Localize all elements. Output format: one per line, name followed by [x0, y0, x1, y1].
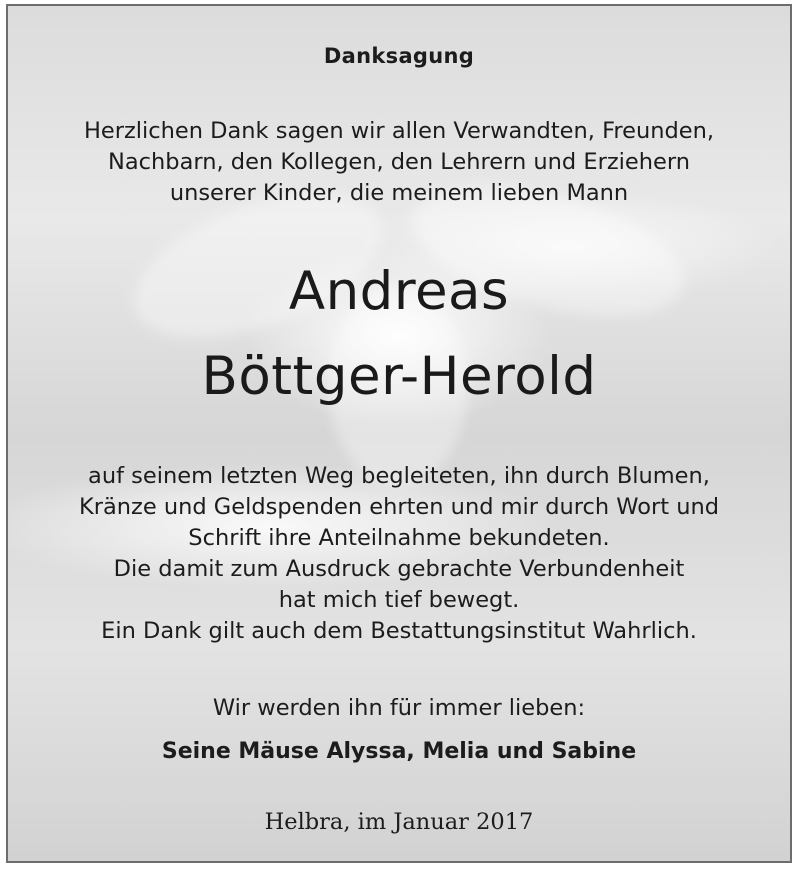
intro-line: Nachbarn, den Kollegen, den Lehrern und Erziehern — [108, 149, 690, 175]
notice-title: Danksagung — [323, 44, 475, 68]
body-line: Ein Dank gilt auch dem Bestattungsinstitut Wahrlich. — [101, 618, 697, 644]
body-paragraph — [8, 461, 790, 647]
body-line: hat mich tief bewegt. — [278, 587, 520, 613]
body-line: Kränze und Geldspenden ehrten und mir durch Wort und — [78, 494, 720, 520]
intro-paragraph — [8, 116, 790, 209]
deceased-last-name: Böttger-Herold — [201, 346, 597, 407]
place-date: Helbra, im Januar 2017 — [264, 809, 534, 835]
condolence-notice — [6, 4, 792, 863]
signers: Seine Mäuse Alyssa, Melia und Sabine — [161, 739, 637, 764]
intro-line: unserer Kinder, die meinem lieben Mann — [169, 180, 629, 206]
body-line: Die damit zum Ausdruck gebrachte Verbundenheit — [113, 556, 685, 582]
deceased-first-name: Andreas — [288, 261, 510, 322]
closing-line: Wir werden ihn für immer lieben: — [212, 695, 586, 721]
body-line: Schrift ihre Anteilnahme bekundeten. — [188, 525, 610, 551]
intro-line: Herzlichen Dank sagen wir allen Verwandten, Freunden, — [83, 118, 715, 144]
body-line: auf seinem letzten Weg begleiteten, ihn durch Blumen, — [88, 463, 710, 489]
